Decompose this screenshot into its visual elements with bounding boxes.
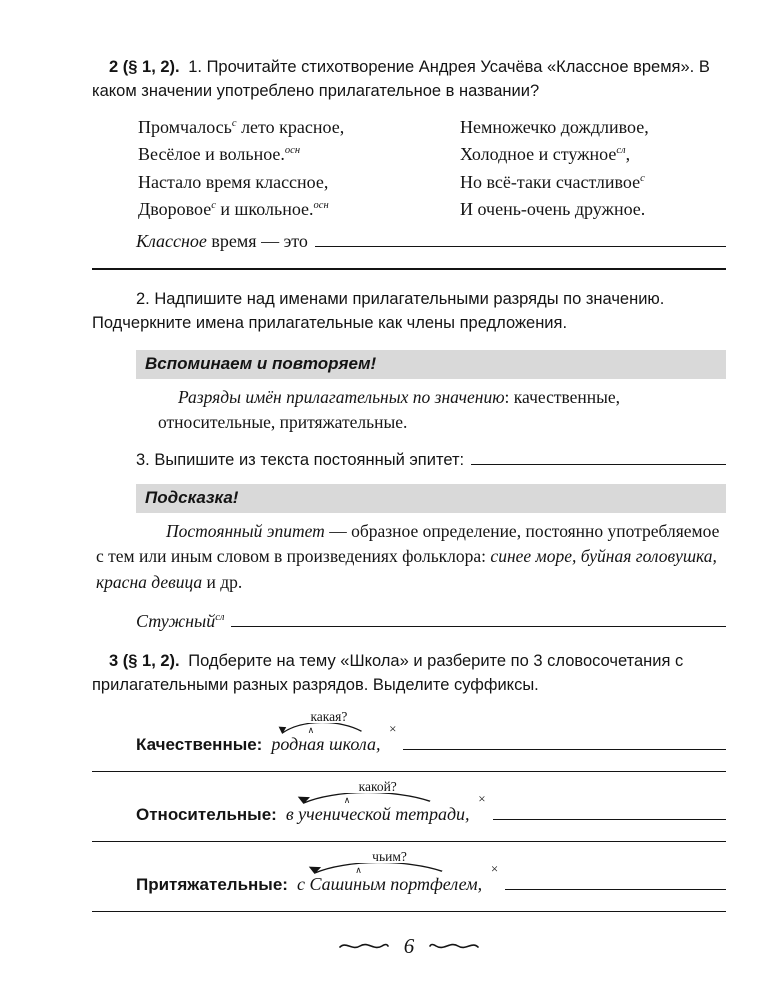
exercise-2-intro: 1. Прочитайте стихотворение Андрея Усачёва «Классное время». В каком значении употреблено прилагательное в названии? [92,58,710,100]
word-formation-mark: сл [616,145,626,157]
question-label: какая? [310,708,348,724]
task-2-text: 2. Надпишите над именами прилагательными разряды по значению. Подчеркните имена прилагательные как члены предложения. [92,290,665,333]
recall-rest: : качественные, относительные, притяжательные. [158,387,621,433]
poem-text: Холодное и стужное [460,144,617,165]
flourish-right-icon [428,939,480,953]
row-label: Качественные: [136,734,263,754]
poem-line [460,114,649,141]
word-formation-mark: осн [284,145,301,157]
flourish-left-icon [338,939,390,953]
poem-text: Весёлое и вольное. [138,144,285,165]
dependency-arrow-icon [275,723,365,734]
head-word-mark: × [490,860,499,876]
stuzhny-text: Стужный [136,611,216,632]
writing-line[interactable] [92,771,726,772]
word-formation-mark: с [640,172,645,184]
answer-row [136,231,726,252]
word-formation-mark: осн [313,199,329,211]
recall-title: Вспоминаем и повторяем! [145,354,377,374]
stuzhny-row [136,611,726,632]
answer-lead [136,231,308,252]
answer-lead-italic: Классное [136,231,207,252]
exercise-2-number: 2 (§ 1, 2). [109,58,180,76]
poem-line [460,141,649,168]
poem-text: И очень-очень дружное. [460,198,646,219]
row-possessive [136,848,726,895]
recall-banner [136,350,726,379]
phrase-annotated [297,848,498,895]
hint-body: — образное определение, постоянно употребляемое с тем или иным словом в произведениях фольклора: [96,521,720,567]
poem [138,114,726,223]
poem-text: Но всё-таки счастливое [460,171,641,192]
answer-blank[interactable] [403,747,726,750]
recall-lead: Разряды имён прилагательных по значению [178,387,505,408]
phrase-annotated [271,708,396,755]
hint-lead: Постоянный эпитет [166,521,325,541]
section-separator [92,268,726,270]
task-3-text: 3. Выпишите из текста постоянный эпитет: [136,450,465,469]
exercise-3-number: 3 (§ 1, 2). [109,652,180,671]
writing-line[interactable] [92,841,726,842]
hint-tail: и др. [202,571,243,592]
hint-banner [136,484,726,513]
writing-line[interactable] [92,911,726,912]
dependency-arrow-icon [303,863,448,874]
hint-title: Подсказка! [145,487,239,507]
suffix-mark-icon: ∧ [355,864,362,875]
poem-text: Немножечко дождливое, [460,116,649,137]
exercise-2-heading [92,56,726,104]
poem-text: Дворовое [138,198,212,219]
word-formation-mark: с [211,199,216,211]
row-label: Относительные: [136,804,277,824]
poem-line [138,114,460,141]
epithet-blank[interactable] [471,462,726,465]
suffix-mark-icon: ∧ [307,724,315,735]
poem-text: Настало время классное, [138,171,329,192]
head-word-mark: × [478,790,486,806]
question-label: какой? [358,778,397,794]
stuzhny-blank[interactable] [231,624,726,627]
page-footer [92,934,726,959]
hint-examples: синее море, буйная головушка, красна девица [96,546,717,592]
word-formation-mark: с [231,117,237,129]
dependency-arrow-icon [292,793,436,804]
answer-blank[interactable] [493,817,726,820]
page-number: 6 [403,933,415,958]
poem-text: Промчалось [138,116,232,137]
stuzhny-word [136,611,224,632]
task-3-row [136,451,726,470]
poem-right-column [460,114,649,223]
phrase-text: в ученической тетради, [285,803,470,824]
exercise-3-heading [92,650,726,698]
recall-paragraph [158,385,726,435]
exercise-3-intro: Подберите на тему «Школа» и разберите по 3 словосочетания с прилагательными разных разрядов. Выделите суффиксы. [92,652,684,695]
head-word-mark: × [389,720,397,736]
phrase-text: с Сашиным портфелем, [296,873,483,894]
word-formation-mark: сл [215,612,225,624]
phrase-annotated [286,778,486,825]
row-relative [136,778,726,825]
poem-left-column [138,114,460,223]
suffix-mark-icon: ∧ [343,794,351,805]
poem-text: и школьное. [215,198,314,219]
poem-line [460,196,649,223]
phrase-text: родная школа, [271,733,381,754]
poem-line [138,141,460,168]
row-label: Притяжательные: [136,874,288,894]
question-label: чьим? [372,848,407,864]
answer-blank[interactable] [315,244,726,247]
hint-paragraph [96,519,726,595]
poem-line [138,196,460,223]
poem-text: , [625,144,631,165]
answer-blank[interactable] [505,887,726,890]
poem-line [460,169,649,196]
poem-line [138,169,460,196]
row-qualitative [136,708,726,755]
poem-text: лето красное, [236,116,345,137]
answer-lead-rest: время — это [211,231,308,252]
